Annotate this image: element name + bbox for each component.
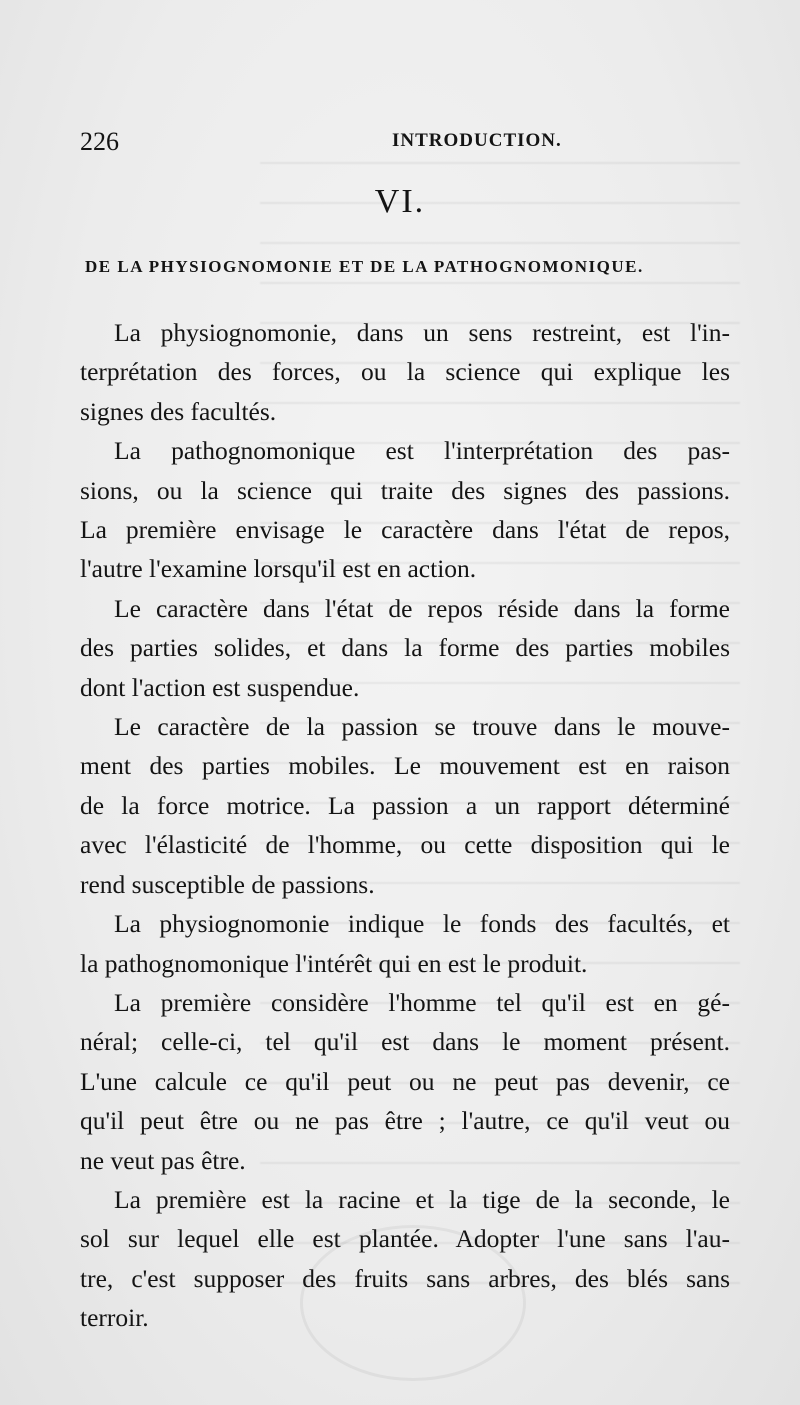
- text-line: terprétation des forces, ou la science qui explique les: [80, 357, 730, 387]
- text-line: Le caractère de la passion se trouve dans le mouve-: [114, 712, 730, 742]
- text-line: ment des parties mobiles. Le mouvement est en raison: [80, 751, 730, 781]
- text-line: terroir.: [80, 1303, 149, 1333]
- text-line: néral; celle-ci, tel qu'il est dans le moment présent.: [80, 1027, 730, 1057]
- running-head: INTRODUCTION.: [392, 130, 562, 151]
- text-line: sol sur lequel elle est plantée. Adopter l'une sans l'au-: [80, 1224, 730, 1254]
- text-line: signes des facultés.: [80, 396, 277, 426]
- text-line: L'une calcule ce qu'il peut ou ne peut pas devenir, ce: [80, 1066, 730, 1096]
- section-number: VI.: [374, 183, 426, 220]
- text-line: qu'il peut être ou ne pas être ; l'autre, ce qu'il veut ou: [80, 1106, 730, 1136]
- text-line: tre, c'est supposer des fruits sans arbres, des blés sans: [80, 1263, 730, 1293]
- text-line: sions, ou la science qui traite des signes des passions.: [80, 475, 730, 505]
- text-line: des parties solides, et dans la forme des parties mobiles: [80, 633, 730, 663]
- text-line: La physiognomonie indique le fonds des facultés, et: [114, 909, 730, 939]
- page-header: [80, 127, 740, 157]
- text-line: la pathognomonique l'intérêt qui en est le produit.: [80, 948, 588, 978]
- text-line: dont l'action est suspendue.: [80, 672, 360, 702]
- chapter-title: DE LA PHYSIOGNOMONIE ET DE LA PATHOGNOMONIQUE.: [85, 257, 644, 276]
- text-line: La physiognomonie, dans un sens restreint, est l'in-: [114, 318, 730, 347]
- text-line: La première considère l'homme tel qu'il est en gé-: [114, 987, 730, 1017]
- page-number: 226: [80, 127, 119, 156]
- body-text: [80, 313, 730, 1338]
- text-line: de la force motrice. La passion a un rapport déterminé: [80, 790, 730, 820]
- text-line: ne veut pas être.: [80, 1145, 246, 1175]
- text-line: La première est la racine et la tige de la seconde, le: [114, 1184, 730, 1214]
- text-line: avec l'élasticité de l'homme, ou cette disposition qui le: [80, 830, 730, 860]
- text-line: l'autre l'examine lorsqu'il est en action.: [80, 554, 477, 584]
- text-line: La première envisage le caractère dans l'état de repos,: [80, 515, 730, 545]
- text-line: rend susceptible de passions.: [80, 869, 375, 899]
- text-line: La pathognomonique est l'interprétation des pas-: [114, 436, 730, 466]
- text-line: Le caractère dans l'état de repos réside dans la forme: [114, 593, 730, 623]
